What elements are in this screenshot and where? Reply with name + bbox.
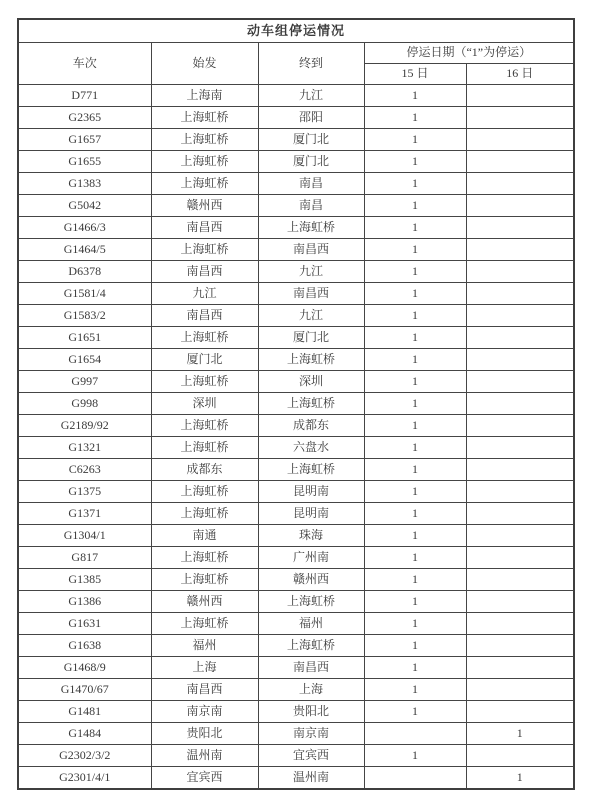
cell-dest: 上海虹桥 [258,591,364,613]
cell-dest: 温州南 [258,767,364,790]
cell-origin: 上海虹桥 [151,371,258,393]
cell-train: G998 [18,393,151,415]
cell-train: G1385 [18,569,151,591]
cell-dest: 六盘水 [258,437,364,459]
header-dest: 终到 [258,43,364,85]
cell-day15: 1 [364,635,466,657]
cell-day16 [466,371,574,393]
header-train: 车次 [18,43,151,85]
cell-train: G1638 [18,635,151,657]
cell-dest: 邵阳 [258,107,364,129]
cell-day15: 1 [364,371,466,393]
cell-day16: 1 [466,767,574,790]
table-body [18,85,574,790]
cell-train: G1657 [18,129,151,151]
cell-day15: 1 [364,85,466,107]
cell-day15: 1 [364,151,466,173]
cell-dest: 贵阳北 [258,701,364,723]
cell-origin: 上海虹桥 [151,613,258,635]
cell-origin: 上海虹桥 [151,107,258,129]
table-header-row-1 [18,43,574,64]
table-row [18,547,574,569]
cell-origin: 上海虹桥 [151,569,258,591]
cell-train: C6263 [18,459,151,481]
cell-day16 [466,239,574,261]
table-row [18,679,574,701]
cell-train: G1383 [18,173,151,195]
cell-dest: 上海虹桥 [258,217,364,239]
cell-train: G2189/92 [18,415,151,437]
table-title-row [18,19,574,43]
cell-train: G1651 [18,327,151,349]
cell-train: G817 [18,547,151,569]
cell-train: G1304/1 [18,525,151,547]
cell-origin: 南昌西 [151,679,258,701]
cell-day15: 1 [364,173,466,195]
cell-dest: 赣州西 [258,569,364,591]
cell-day15 [364,723,466,745]
cell-dest: 南昌 [258,173,364,195]
cell-origin: 上海 [151,657,258,679]
cell-day16 [466,349,574,371]
cell-dest: 上海虹桥 [258,459,364,481]
cell-train: G1466/3 [18,217,151,239]
cell-train: G1481 [18,701,151,723]
cell-day16 [466,657,574,679]
cell-origin: 上海虹桥 [151,239,258,261]
cell-train: G1581/4 [18,283,151,305]
cell-origin: 贵阳北 [151,723,258,745]
cell-dest: 南昌 [258,195,364,217]
cell-train: G1583/2 [18,305,151,327]
cell-dest: 南昌西 [258,283,364,305]
cell-dest: 上海虹桥 [258,349,364,371]
cell-train: G2301/4/1 [18,767,151,790]
table-row [18,723,574,745]
cell-origin: 赣州西 [151,195,258,217]
cell-train: G1631 [18,613,151,635]
cell-train: G1375 [18,481,151,503]
cell-day16: 1 [466,723,574,745]
table-row [18,283,574,305]
table-row [18,613,574,635]
cell-day16 [466,679,574,701]
table-row [18,767,574,790]
cell-day15: 1 [364,129,466,151]
cell-origin: 南昌西 [151,217,258,239]
cell-train: G1484 [18,723,151,745]
cell-day16 [466,305,574,327]
table-row [18,239,574,261]
cell-day16 [466,547,574,569]
cell-train: G5042 [18,195,151,217]
cell-train: G1386 [18,591,151,613]
cell-dest: 深圳 [258,371,364,393]
cell-day15: 1 [364,745,466,767]
cell-day16 [466,195,574,217]
table-row [18,151,574,173]
cell-origin: 上海虹桥 [151,437,258,459]
cell-origin: 上海虹桥 [151,547,258,569]
cell-day15: 1 [364,283,466,305]
cell-day15: 1 [364,305,466,327]
table-row [18,327,574,349]
table-row [18,107,574,129]
cell-origin: 宜宾西 [151,767,258,790]
table-row [18,503,574,525]
cell-origin: 上海虹桥 [151,481,258,503]
cell-train: G1654 [18,349,151,371]
cell-origin: 上海虹桥 [151,173,258,195]
cell-train: G1468/9 [18,657,151,679]
header-day16: 16 日 [466,64,574,85]
cell-day15: 1 [364,415,466,437]
cell-dest: 宜宾西 [258,745,364,767]
cell-origin: 成都东 [151,459,258,481]
cell-dest: 九江 [258,85,364,107]
cell-dest: 厦门北 [258,151,364,173]
cell-dest: 昆明南 [258,481,364,503]
table-row [18,393,574,415]
cell-day16 [466,525,574,547]
cell-day15: 1 [364,613,466,635]
cell-day15: 1 [364,459,466,481]
cell-day15: 1 [364,503,466,525]
header-day15: 15 日 [364,64,466,85]
cell-day16 [466,613,574,635]
table-row [18,217,574,239]
table-row [18,525,574,547]
table-row [18,591,574,613]
cell-day15: 1 [364,525,466,547]
cell-dest: 厦门北 [258,327,364,349]
table-row [18,261,574,283]
cell-origin: 温州南 [151,745,258,767]
cell-origin: 厦门北 [151,349,258,371]
cell-dest: 成都东 [258,415,364,437]
cell-day16 [466,261,574,283]
table-row [18,85,574,107]
table-row [18,635,574,657]
cell-origin: 上海虹桥 [151,327,258,349]
cell-day16 [466,327,574,349]
cell-train: G1655 [18,151,151,173]
cell-day15: 1 [364,437,466,459]
cell-day16 [466,173,574,195]
table-row [18,701,574,723]
table-row [18,305,574,327]
cell-origin: 南昌西 [151,305,258,327]
cell-day15: 1 [364,217,466,239]
cell-origin: 赣州西 [151,591,258,613]
cell-train: G997 [18,371,151,393]
cell-day16 [466,151,574,173]
cell-day15: 1 [364,107,466,129]
cell-day16 [466,283,574,305]
cell-origin: 深圳 [151,393,258,415]
cell-origin: 南昌西 [151,261,258,283]
cell-day15: 1 [364,481,466,503]
cell-origin: 上海虹桥 [151,129,258,151]
cell-dest: 上海虹桥 [258,635,364,657]
cell-dest: 广州南 [258,547,364,569]
cell-dest: 九江 [258,305,364,327]
cell-day15 [364,767,466,790]
cell-dest: 南昌西 [258,657,364,679]
cell-day15: 1 [364,195,466,217]
cell-train: G2302/3/2 [18,745,151,767]
cell-day16 [466,503,574,525]
cell-day16 [466,85,574,107]
header-origin: 始发 [151,43,258,85]
cell-origin: 南京南 [151,701,258,723]
cell-day15: 1 [364,261,466,283]
cell-dest: 上海虹桥 [258,393,364,415]
cell-day15: 1 [364,547,466,569]
cell-train: G1470/67 [18,679,151,701]
cell-origin: 上海虹桥 [151,415,258,437]
cell-day16 [466,459,574,481]
table-title: 动车组停运情况 [18,19,574,43]
cell-day15: 1 [364,349,466,371]
cell-train: D771 [18,85,151,107]
cell-day16 [466,107,574,129]
cell-day15: 1 [364,393,466,415]
cell-origin: 上海虹桥 [151,503,258,525]
cell-day16 [466,745,574,767]
cell-day16 [466,701,574,723]
cell-train: G1371 [18,503,151,525]
table-row [18,657,574,679]
table-row [18,195,574,217]
cell-day15: 1 [364,239,466,261]
cell-day15: 1 [364,327,466,349]
cell-day16 [466,481,574,503]
cell-day15: 1 [364,591,466,613]
table-row [18,569,574,591]
cell-day16 [466,217,574,239]
cell-day16 [466,393,574,415]
cell-dest: 珠海 [258,525,364,547]
table-row [18,459,574,481]
cell-day16 [466,635,574,657]
table-row [18,173,574,195]
table-row [18,371,574,393]
cell-dest: 南京南 [258,723,364,745]
table-row [18,437,574,459]
table-row [18,129,574,151]
cell-origin: 上海虹桥 [151,151,258,173]
cell-day16 [466,415,574,437]
table-row [18,349,574,371]
table-row [18,745,574,767]
cell-train: G1321 [18,437,151,459]
cell-day15: 1 [364,569,466,591]
cell-dest: 福州 [258,613,364,635]
cell-dest: 九江 [258,261,364,283]
header-dates-group: 停运日期（“1”为停运） [364,43,574,64]
cell-day16 [466,437,574,459]
cell-origin: 福州 [151,635,258,657]
cell-origin: 上海南 [151,85,258,107]
cell-day16 [466,591,574,613]
cell-dest: 厦门北 [258,129,364,151]
cell-day15: 1 [364,679,466,701]
cell-dest: 上海 [258,679,364,701]
cell-origin: 九江 [151,283,258,305]
suspension-table [17,18,575,790]
table-row [18,415,574,437]
cell-dest: 昆明南 [258,503,364,525]
cell-day16 [466,129,574,151]
cell-day15: 1 [364,701,466,723]
cell-train: G1464/5 [18,239,151,261]
cell-train: G2365 [18,107,151,129]
table-row [18,481,574,503]
cell-day16 [466,569,574,591]
cell-origin: 南通 [151,525,258,547]
cell-dest: 南昌西 [258,239,364,261]
cell-day15: 1 [364,657,466,679]
cell-train: D6378 [18,261,151,283]
